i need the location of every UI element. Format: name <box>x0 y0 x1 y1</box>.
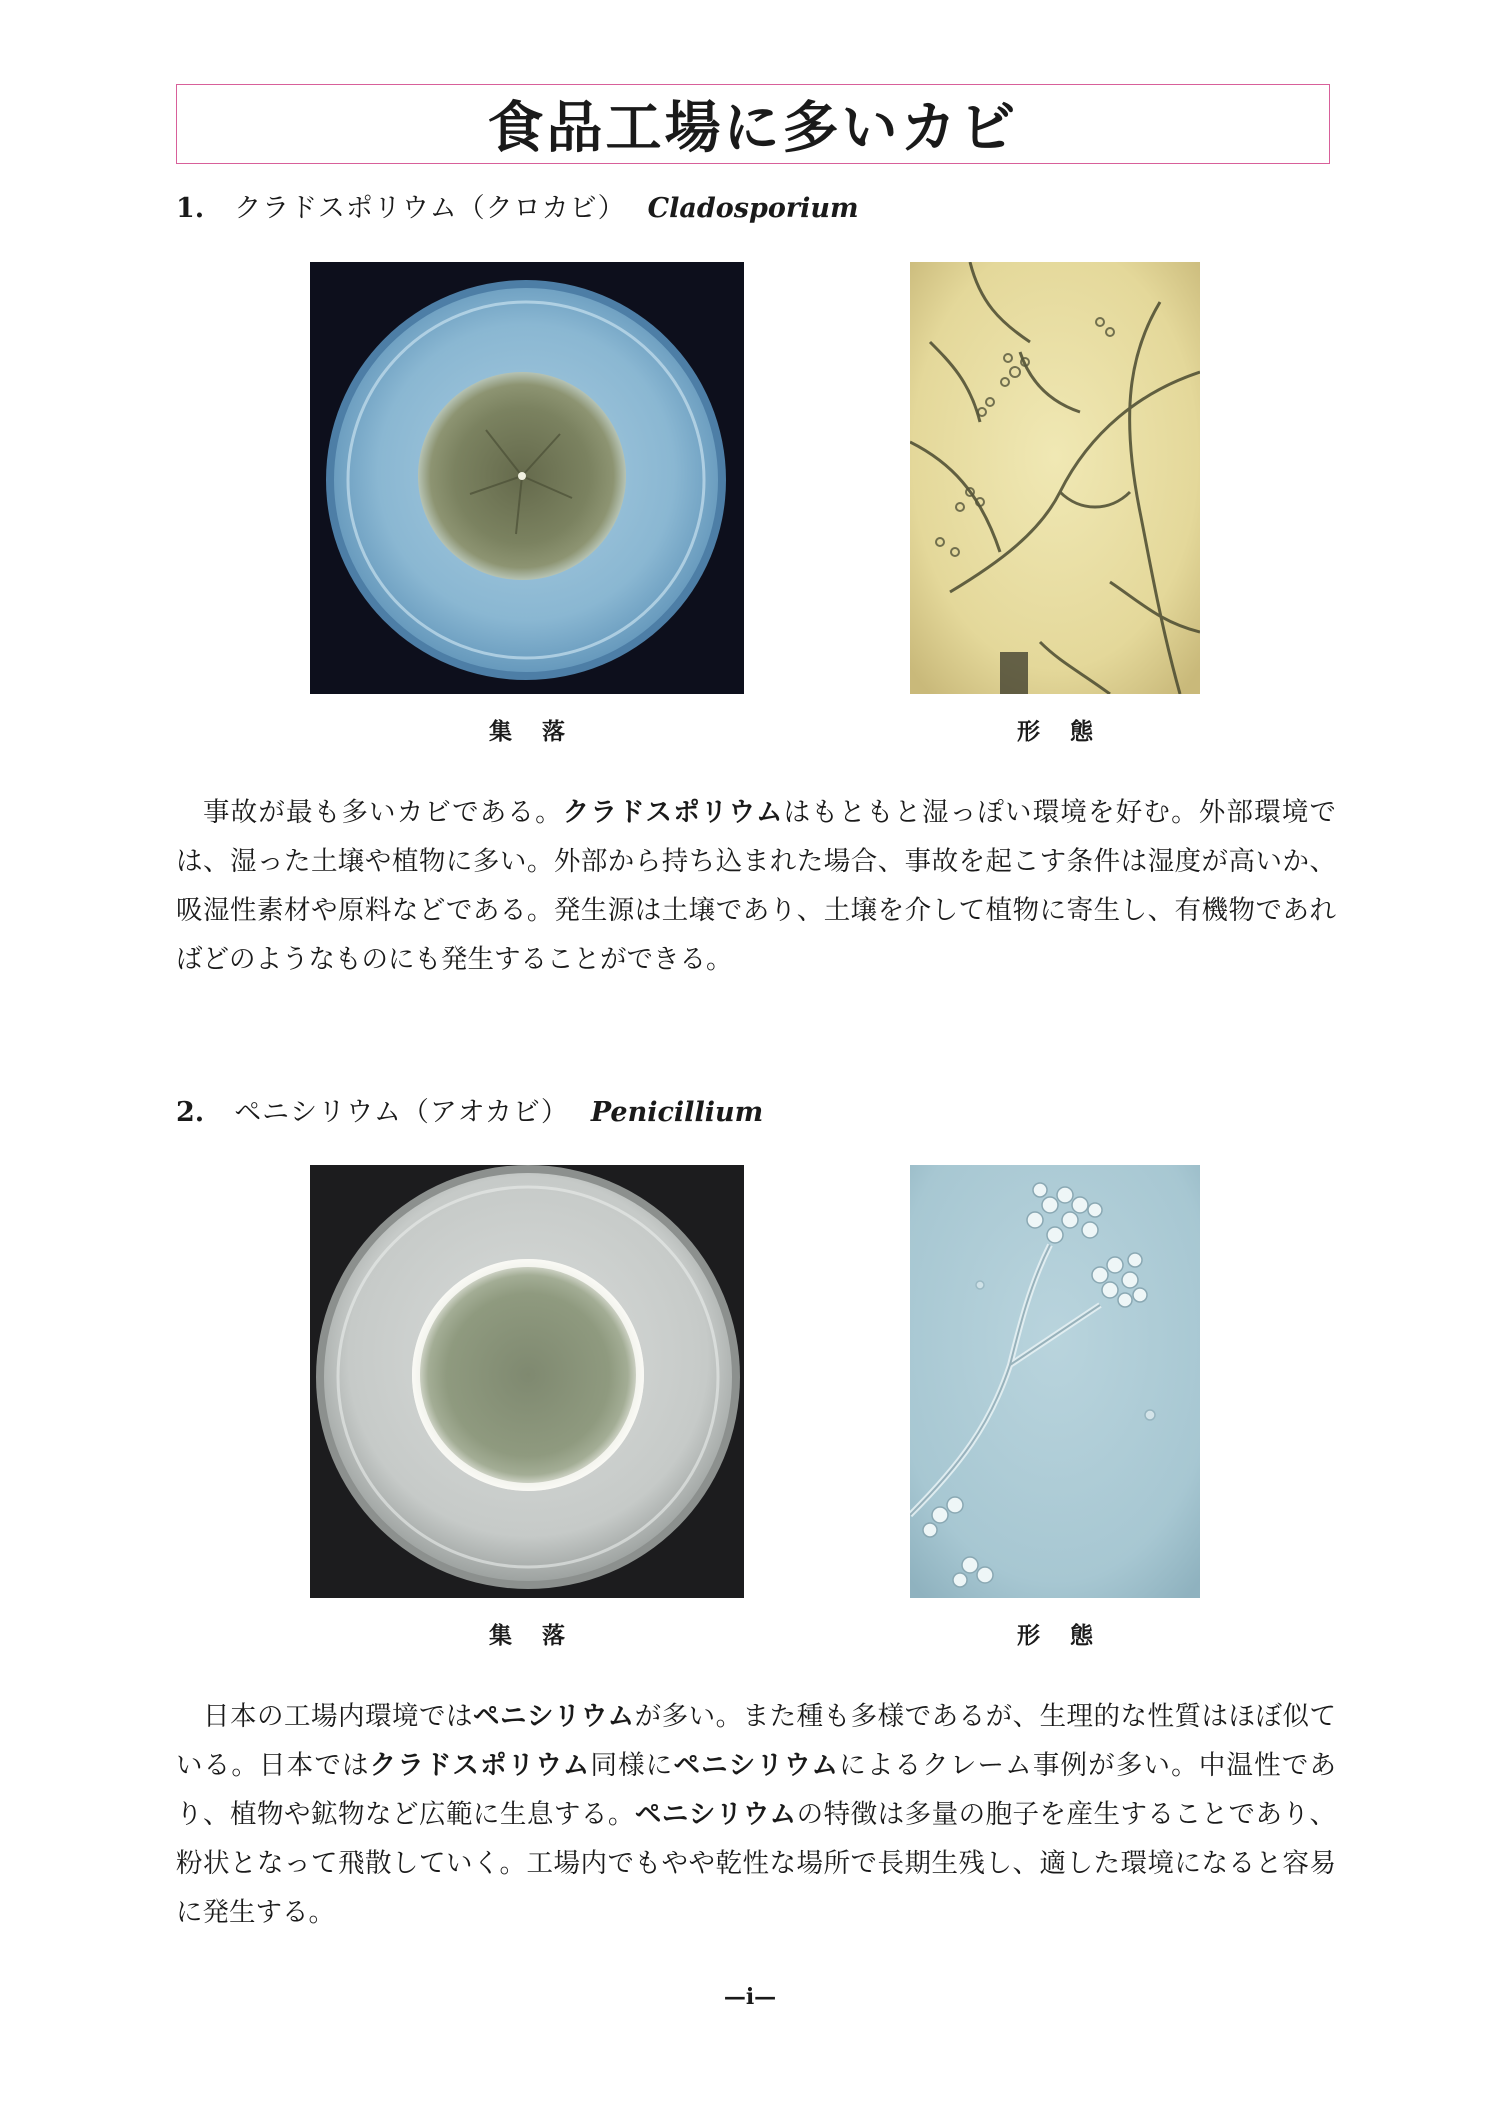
paragraph-run-bold: ペニシリウム <box>673 1750 840 1781</box>
cladosporium-colony-photo <box>310 262 744 694</box>
section-2-paragraph <box>176 1692 1336 1937</box>
cladosporium-colony-caption: 集落 <box>489 719 595 745</box>
paragraph-run: の特徴は多量の胞子を産生することであり、粉状となって飛散していく。工場内でもやや乾性な場所で長期生残し、適した環境になると容易に発生する。 <box>176 1799 1336 1928</box>
paragraph-run-bold: クラドスポリウム <box>562 797 784 828</box>
penicillium-colony-caption: 集落 <box>489 1623 595 1649</box>
penicillium-micrograph <box>910 1165 1200 1598</box>
section-1-number: 1. <box>176 193 205 224</box>
page-number: —i— <box>723 1984 777 2010</box>
title-box <box>176 84 1330 164</box>
paragraph-run: によるクレーム事例が多い。中温性であり、植物や鉱物など広範に生息する。 <box>176 1750 1336 1830</box>
section-2-number: 2. <box>176 1097 205 1128</box>
section-2-name-jp: ペニシリウム（アオカビ） <box>234 1097 569 1128</box>
section-1-name-latin: Cladosporium <box>647 193 859 224</box>
paragraph-run-bold: クラドスポリウム <box>369 1750 591 1781</box>
paragraph-run: 日本の工場内環境では <box>203 1701 473 1732</box>
paragraph-run-bold: ペニシリウム <box>634 1799 797 1830</box>
paragraph-run-bold: ペニシリウム <box>472 1701 635 1732</box>
section-2-name-latin: Penicillium <box>590 1097 764 1128</box>
paragraph-run: はもともと湿っぽい環境を好む。外部環境では、湿った土壌や植物に多い。外部から持ち込まれた場合、事故を起こす条件は湿度が高いか、吸湿性素材や原料などである。発生源は土壌であり、土壌を介して植物に寄生し、有機物であればどのようなものにも発生することができる。 <box>176 797 1336 975</box>
section-1-heading <box>176 186 859 225</box>
paragraph-run: 事故が最も多いカビである。 <box>203 797 563 828</box>
section-1-paragraph <box>176 788 1336 984</box>
section-2-heading <box>176 1090 763 1129</box>
penicillium-morphology-caption: 形態 <box>1017 1623 1123 1649</box>
cladosporium-micrograph <box>910 262 1200 694</box>
section-1-name-jp: クラドスポリウム（クロカビ） <box>234 193 626 224</box>
paragraph-run: 同様に <box>590 1750 674 1781</box>
page-title: 食品工場に多いカビ <box>487 96 1019 161</box>
paragraph-run: が多い。また種も多様であるが、生理的な性質はほぼ似ている。日本では <box>176 1701 1337 1781</box>
cladosporium-morphology-caption: 形態 <box>1017 719 1123 745</box>
penicillium-colony-photo <box>310 1165 744 1598</box>
